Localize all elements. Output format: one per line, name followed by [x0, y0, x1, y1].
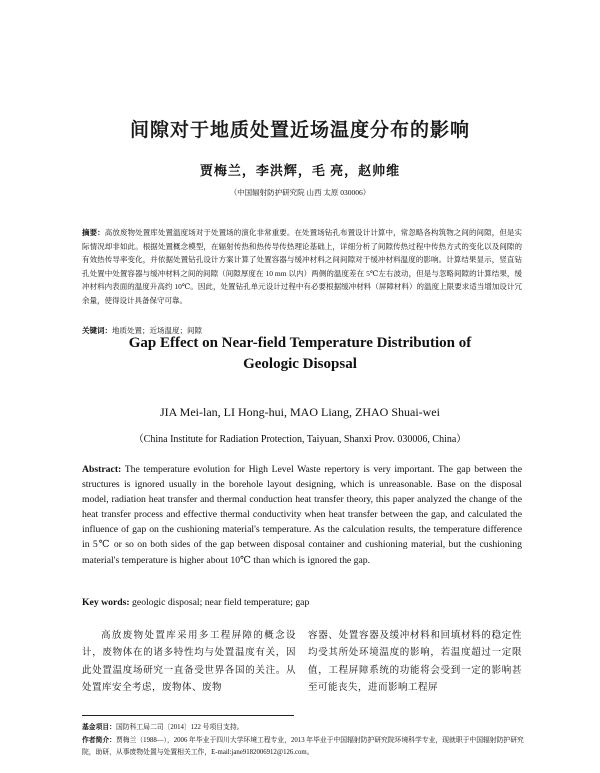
- footnote-author: [82, 735, 530, 760]
- body-column-right: [308, 628, 522, 698]
- english-authors: JIA Mei-lan, LI Hong-hui, MAO Liang, ZHAO Shuai-wei: [160, 405, 440, 419]
- chinese-keywords-label: 关键词：: [82, 326, 112, 335]
- chinese-abstract: [82, 226, 522, 308]
- chinese-abstract-text: 高放废物处置库处置温度场对于处置场的演化非常重要。在处置场钻孔布置设计计算中，常忽略各构筑物之间的间隙，但是实际情况却非如此。根据处置概念模型，在辐射传热和热传导传热理论基础上，详细分析了间隙传热过程中传热方式的变化以及间隙的有效热传导率变化，并依据处置钻孔设计方案计算了处置容器与缓冲材料之间间隙对于缓冲材料温度的影响。计算结果显示，竖直钻孔处置中处置容器与缓冲材料之间的间隙（间隙厚度在 10 mm 以内）两侧的温度差在 5℃左右波动，但是与忽略间隙的计算结果，缓冲材料内表面的温度升高约 10℃。因此，处置钻孔单元设计过程中有必要根据缓冲材料（屏障材料）的温度上限要求适当增加设计冗余量，使得设计具备保守可靠。: [82, 228, 522, 305]
- english-abstract: [82, 462, 522, 568]
- chinese-title: 间隙对于地质处置近场温度分布的影响: [129, 119, 470, 141]
- footnote: [82, 722, 530, 760]
- body-left-paragraph: 高放废物处置库采用多工程屏障的概念设计，废物体在的诸多特性均与处置温度有关，因此处置温度场研究一直备受世界各国的关注。从处置库安全考虑，废物体、废物: [82, 631, 296, 694]
- footnote-fund-text: 国防科工局二司〔2014〕122 号项目支持。: [115, 724, 244, 731]
- english-affiliation: （China Institute for Radiation Protection, Taiyuan, Shanxi Prov. 030006, China）: [133, 434, 467, 445]
- chinese-authors: 贾梅兰，李洪辉，毛 亮，赵帅维: [199, 163, 401, 178]
- body-column-left: [82, 628, 296, 698]
- footnote-divider: [82, 715, 294, 716]
- footnote-author-text: 贾梅兰（1988—），2006 年毕业于四川大学环境工程专业，2013 年毕业于中国辐射防护研究院环境科学专业，现就职于中国辐射防护研究院，助研，从事废物处置与处置相关工作，E-mail:jane9182006912@126.com。: [82, 736, 524, 757]
- chinese-abstract-label: 摘要：: [82, 228, 105, 237]
- chinese-affiliation: （中国辐射防护研究院 山西 太原 030006）: [229, 188, 371, 197]
- footnote-author-label: 作者简介：: [82, 736, 116, 744]
- english-title-line-2: Geologic Disopsal: [243, 356, 357, 372]
- chinese-keywords-text: 地质处置；近场温度；间隙: [112, 326, 202, 335]
- footnote-fund: [82, 722, 530, 735]
- english-abstract-text: The temperature evolution for High Level Waste repertory is very important. The gap between the structures is ignored usually in the borehole layout designing, which is unreasonable. Base on the disposal model, radiation heat transfer and thermal conduction heat transfer theory, this paper analyzed the change of the heat transfer process and effective thermal conductivity when heat transfer between the gap, and calculated the influence of gap on the cushioning material's temperature. As the calculation results, the temperature difference in 5℃ or so on both sides of the gap between disposal container and cushioning material, but the cushioning material's temperature is higher about 10℃ than which is ignored the gap.: [82, 464, 522, 566]
- english-title-line-1: Gap Effect on Near-field Temperature Distribution of: [128, 335, 472, 351]
- english-abstract-label: Abstract:: [82, 464, 122, 475]
- english-title: [0, 333, 600, 375]
- english-keywords-text: geologic disposal; near field temperature; gap: [129, 597, 310, 608]
- english-keywords: [82, 597, 522, 608]
- body-right-paragraph: 容器、处置容器及缓冲材料和回填材料的稳定性均受其所处环境温度的影响，若温度超过一定限值，工程屏障系统的功能将会受到一定的影响甚至可能丧失，进而影响工程屏: [308, 631, 522, 694]
- footnote-fund-label: 基金项目：: [82, 724, 116, 731]
- english-keywords-label: Key words:: [82, 597, 130, 608]
